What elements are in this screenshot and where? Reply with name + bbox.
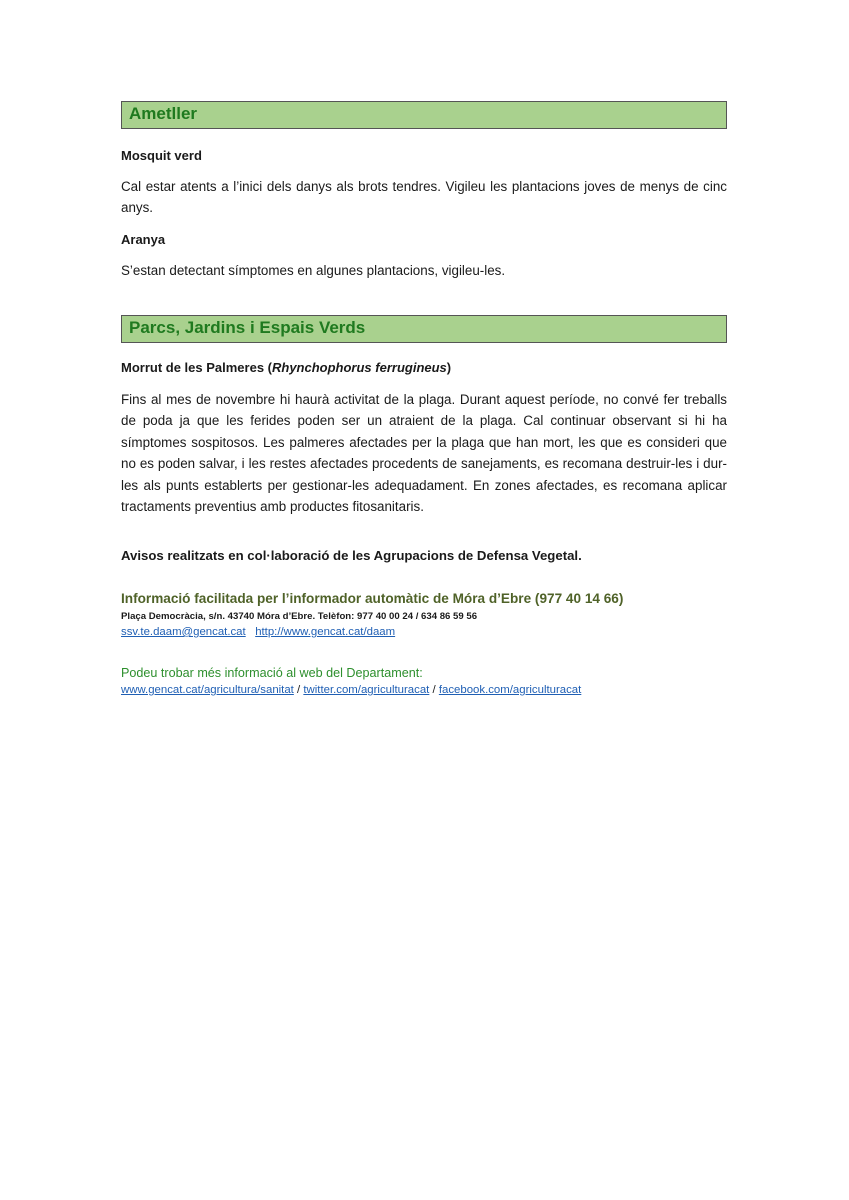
link-separator: / (429, 684, 439, 696)
pest-heading-aranya: Aranya (121, 232, 166, 247)
section-title-ametller: Ametller (129, 104, 198, 123)
collaboration-notice: Avisos realitzats en col·laboració de les Agrupacions de Defensa Vegetal. (121, 548, 582, 563)
twitter-link[interactable]: twitter.com/agriculturacat (303, 684, 430, 696)
pest-text-mosquit-verd: Cal estar atents a l’inici dels danys als brots tendres. Vigileu les plantacions joves de menys de cinc anys. (121, 179, 727, 216)
section-title-parcs: Parcs, Jardins i Espais Verds (129, 318, 366, 337)
section-header-ametller (121, 101, 727, 129)
pest-heading-morrut-main: Morrut de les Palmeres ( (121, 360, 272, 375)
informador-title: Informació facilitada per l’informador automàtic de Móra d’Ebre (977 40 14 66) (121, 591, 624, 606)
pest-heading-morrut (121, 360, 451, 375)
pest-text-aranya: S’estan detectant símptomes en algunes plantacions, vigileu-les. (121, 263, 506, 278)
pest-heading-morrut-end: ) (446, 360, 452, 375)
pest-heading-mosquit-verd: Mosquit verd (121, 148, 202, 163)
email-link[interactable]: ssv.te.daam@gencat.cat (121, 626, 246, 638)
section-header-parcs (121, 315, 727, 343)
more-info-text: Podeu trobar més informació al web del Departament: (121, 666, 423, 680)
contact-address: Plaça Democràcia, s/n. 43740 Móra d’Ebre. Telèfon: 977 40 00 24 / 634 86 59 56 (121, 611, 478, 622)
pest-text-morrut: Fins al mes de novembre hi haurà activitat de la plaga. Durant aquest període, no convé fer treballs de poda ja que les ferides poden ser un atraient de la plaga. Cal continuar observant si hi ha símptomes sospitosos. Les palmeres afectades per la plaga que han mort, les que es consideri que no es poden salvar, i les restes afectades procedents de sanejaments, es recomana destruir-les i dur-les als punts establerts per gestionar-les adequadament. En zones afectades, es recomana aplicar tractaments preventius amb productes fitosanitaris. (121, 392, 727, 515)
sanitat-link[interactable]: www.gencat.cat/agricultura/sanitat (121, 684, 294, 696)
pest-heading-morrut-latin: Rhynchophorus ferrugineus (272, 360, 447, 375)
contact-links (121, 626, 395, 638)
facebook-link[interactable]: facebook.com/agriculturacat (438, 684, 582, 696)
department-links (121, 684, 581, 696)
link-separator: / (293, 684, 304, 696)
website-link[interactable]: http://www.gencat.cat/daam (255, 626, 396, 638)
